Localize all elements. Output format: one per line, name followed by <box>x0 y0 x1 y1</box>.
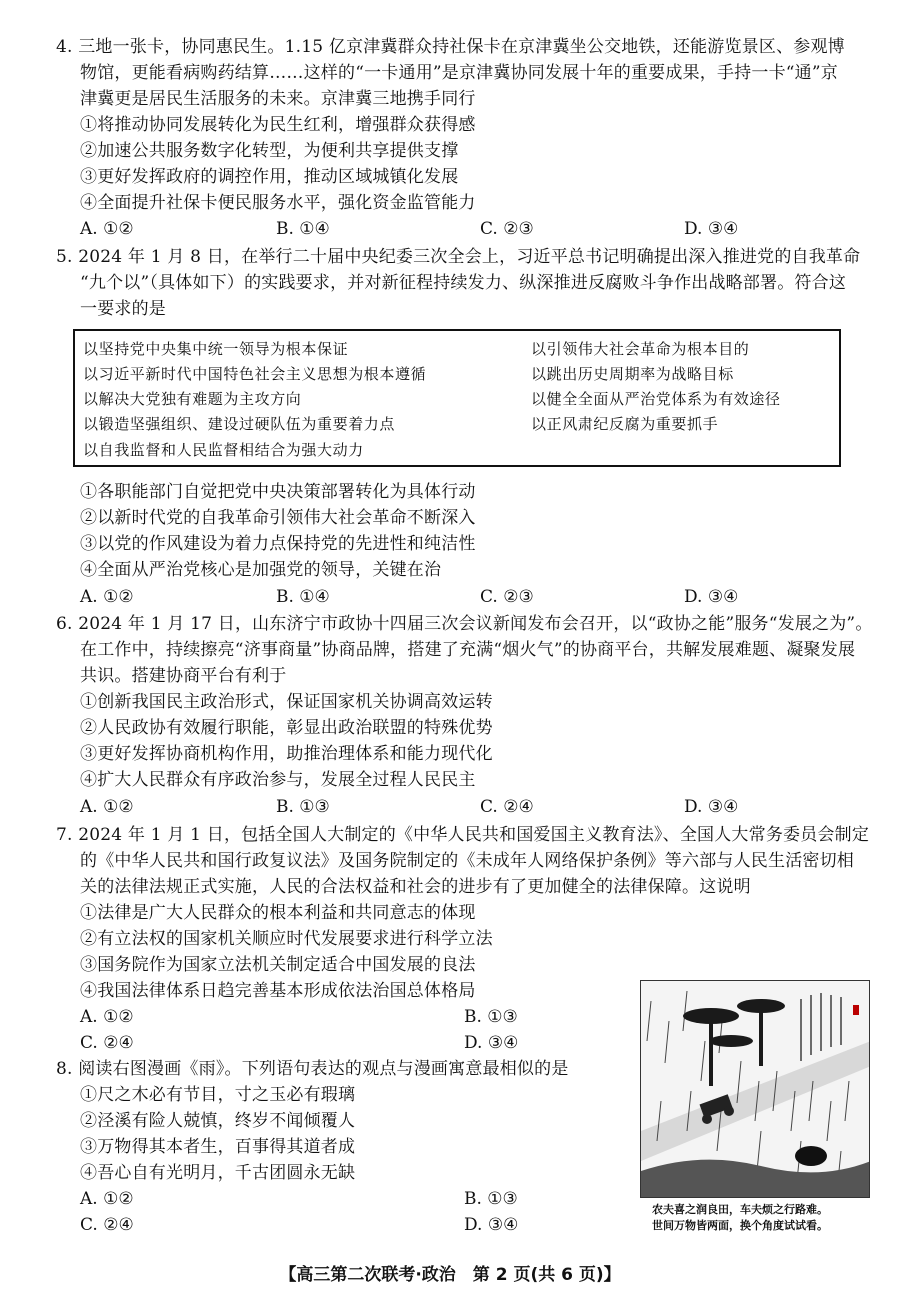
q6-stem-line-2: 在工作中，持续擦亮“济事商量”协商品牌，搭建了充满“烟火气”的协商平台，共解发展难题、凝聚发展 <box>80 640 856 660</box>
box-left-item-3: 以解决大党独有难题为主攻方向 <box>83 390 302 408</box>
q7-option-a: A. ①② <box>80 1007 134 1027</box>
q5-item-1: ①各职能部门自觉把党中央决策部署转化为具体行动 <box>80 482 476 502</box>
q5-option-a: A. ①② <box>80 587 134 607</box>
q7-item-4: ④我国法律体系日趋完善基本形成依法治国总体格局 <box>80 981 476 1001</box>
q6-option-a: A. ①② <box>80 797 134 817</box>
q7-option-d: D. ③④ <box>464 1033 519 1053</box>
q6-option-b: B. ①③ <box>276 797 330 817</box>
box-left-item-1: 以坚持党中央集中统一领导为根本保证 <box>83 340 349 358</box>
q6-stem-line-3: 共识。搭建协商平台有利于 <box>80 666 287 686</box>
q7-item-3: ③国务院作为国家立法机关制定适合中国发展的良法 <box>80 955 476 975</box>
q8-item-2: ②泾溪有险人兢慎，终岁不闻倾覆人 <box>80 1111 356 1131</box>
q4-item-2: ②加速公共服务数字化转型，为便利共享提供支撑 <box>80 141 459 161</box>
cartoon-caption-line-1: 农夫喜之润良田，车夫烦之行路难。 <box>652 1203 828 1216</box>
page-footer: 【高三第二次联考·政治 第 2 页(共 6 页)】 <box>279 1265 621 1285</box>
q4-option-d: D. ③④ <box>684 219 739 239</box>
q5-stem-line-2: “九个以”（具体如下）的实践要求，并对新征程持续发力、纵深推进反腐败斗争作出战略部署。符合这 <box>80 273 847 293</box>
q8-option-d: D. ③④ <box>464 1215 519 1235</box>
q5-item-3: ③以党的作风建设为着力点保持党的先进性和纯洁性 <box>80 534 476 554</box>
q4-item-4: ④全面提升社保卡便民服务水平，强化资金监管能力 <box>80 193 476 213</box>
q5-option-c: C. ②③ <box>480 587 534 607</box>
q4-item-1: ①将推动协同发展转化为民生红利，增强群众获得感 <box>80 115 476 135</box>
q4-stem-line-1: 4. 三地一张卡，协同惠民生。1.15 亿京津冀群众持社保卡在京津冀坐公交地铁，还能游览景区、参观博 <box>56 37 845 57</box>
cartoon-caption-line-2: 世间万物皆两面，换个角度试试看。 <box>652 1219 828 1232</box>
rain-cartoon-drawing <box>641 981 870 1198</box>
q6-item-4: ④扩大人民群众有序政治参与，发展全过程人民民主 <box>80 770 476 790</box>
q5-stem-line-1: 5. 2024 年 1 月 8 日，在举行二十届中央纪委三次全会上，习近平总书记明确提出深入推进党的自我革命 <box>56 247 861 267</box>
q6-stem-line-1: 6. 2024 年 1 月 17 日，山东济宁市政协十四届三次会议新闻发布会召开，以“政协之能”服务“发展之为”。 <box>56 614 873 634</box>
nine-requirements-box <box>73 329 841 467</box>
q5-stem-line-3: 一要求的是 <box>80 299 166 319</box>
q8-option-a: A. ①② <box>80 1189 134 1209</box>
q5-option-b: B. ①④ <box>276 587 330 607</box>
q5-option-d: D. ③④ <box>684 587 739 607</box>
q7-stem-line-2: 的《中华人民共和国行政复议法》及国务院制定的《未成年人网络保护条例》等六部与人民生活密切相 <box>80 851 854 871</box>
box-left-item-4: 以锻造坚强组织、建设过硬队伍为重要着力点 <box>83 415 396 433</box>
box-right-item-1: 以引领伟大社会革命为根本目的 <box>531 340 750 358</box>
rain-cartoon-image <box>640 980 870 1198</box>
q4-stem-line-2: 物馆，更能看病购药结算……这样的“一卡通用”是京津冀协同发展十年的重要成果，手持一卡“通”京 <box>80 63 838 83</box>
q8-item-4: ④吾心自有光明月，千古团圆永无缺 <box>80 1163 356 1183</box>
q8-option-c: C. ②④ <box>80 1215 134 1235</box>
q5-item-4: ④全面从严治党核心是加强党的领导，关键在治 <box>80 560 442 580</box>
q8-stem-line-1: 8. 阅读右图漫画《雨》。下列语句表达的观点与漫画寓意最相似的是 <box>56 1059 569 1079</box>
q7-item-2: ②有立法权的国家机关顺应时代发展要求进行科学立法 <box>80 929 493 949</box>
q6-option-c: C. ②④ <box>480 797 534 817</box>
box-right-item-4: 以正风肃纪反腐为重要抓手 <box>531 415 719 433</box>
q6-item-1: ①创新我国民主政治形式，保证国家机关协调高效运转 <box>80 692 493 712</box>
q8-option-b: B. ①③ <box>464 1189 518 1209</box>
q6-item-2: ②人民政协有效履行职能，彰显出政治联盟的特殊优势 <box>80 718 493 738</box>
q8-item-1: ①尺之木必有节目，寸之玉必有瑕璃 <box>80 1085 356 1105</box>
q6-item-3: ③更好发挥协商机构作用，助推治理体系和能力现代化 <box>80 744 493 764</box>
q5-item-2: ②以新时代党的自我革命引领伟大社会革命不断深入 <box>80 508 476 528</box>
q7-stem-line-1: 7. 2024 年 1 月 1 日，包括全国人大制定的《中华人民共和国爱国主义教育法》、全国人大常务委员会制定 <box>56 825 870 845</box>
q4-option-b: B. ①④ <box>276 219 330 239</box>
q7-item-1: ①法律是广大人民群众的根本利益和共同意志的体现 <box>80 903 476 923</box>
box-left-item-2: 以习近平新时代中国特色社会主义思想为根本遵循 <box>83 365 427 383</box>
q6-option-d: D. ③④ <box>684 797 739 817</box>
q7-stem-line-3: 关的法律法规正式实施，人民的合法权益和社会的进步有了更加健全的法律保障。这说明 <box>80 877 751 897</box>
q7-option-b: B. ①③ <box>464 1007 518 1027</box>
q4-stem-line-3: 津冀更是居民生活服务的未来。京津冀三地携手同行 <box>80 89 476 109</box>
q4-option-c: C. ②③ <box>480 219 534 239</box>
box-left-item-5: 以自我监督和人民监督相结合为强大动力 <box>83 441 364 459</box>
box-right-item-2: 以跳出历史周期率为战略目标 <box>531 365 734 383</box>
q4-option-a: A. ①② <box>80 219 134 239</box>
q4-item-3: ③更好发挥政府的调控作用，推动区域城镇化发展 <box>80 167 459 187</box>
box-right-item-3: 以健全全面从严治党体系为有效途径 <box>531 390 781 408</box>
q8-item-3: ③万物得其本者生，百事得其道者成 <box>80 1137 356 1157</box>
q7-option-c: C. ②④ <box>80 1033 134 1053</box>
